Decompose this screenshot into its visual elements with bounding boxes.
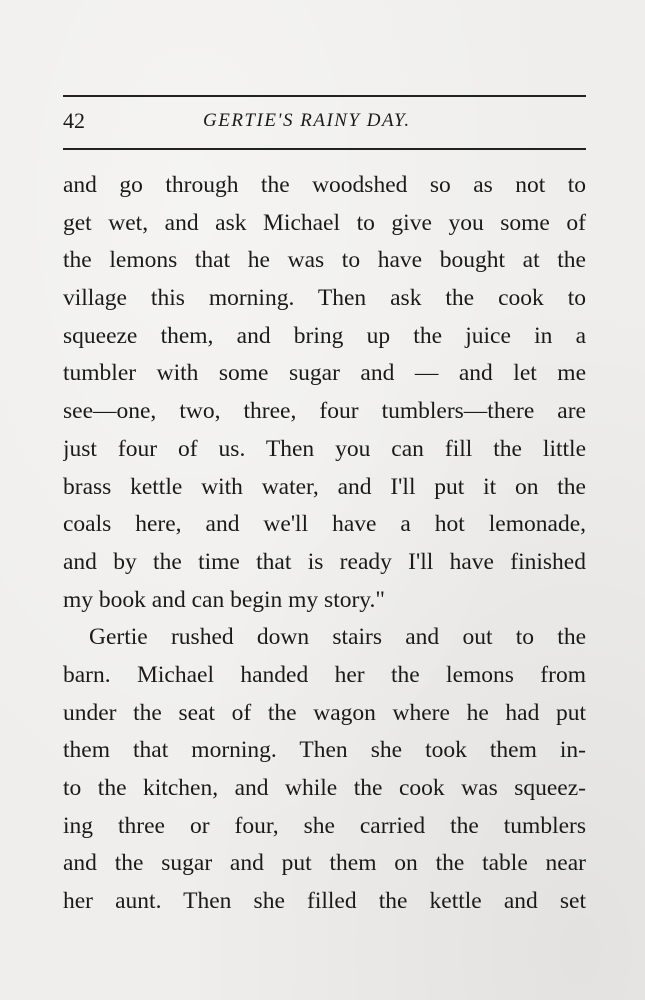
- text-line: just four of us. Then you can fill the little: [63, 435, 586, 462]
- text-line: under the seat of the wagon where he had put: [63, 699, 586, 726]
- text-line: the lemons that he was to have bought at the: [63, 247, 586, 274]
- text-line: and by the time that is ready I'll have finished: [63, 548, 586, 575]
- text-line: tumbler with some sugar and — and let me: [63, 360, 586, 387]
- text-line: to the kitchen, and while the cook was squeez-: [63, 775, 586, 801]
- text-line: my book and can begin my story.": [63, 586, 386, 613]
- text-line: see—one, two, three, four tumblers—there are: [63, 398, 586, 425]
- text-line: squeeze them, and bring up the juice in a: [63, 322, 586, 349]
- header-bottom-rule: [63, 148, 586, 150]
- running-title: GERTIE'S RAINY DAY.: [203, 110, 411, 131]
- header-top-rule: [63, 95, 586, 97]
- running-header: [63, 106, 586, 136]
- text-line: and go through the woodshed so as not to: [63, 172, 586, 198]
- text-line: them that morning. Then she took them in-: [63, 737, 586, 764]
- text-line: brass kettle with water, and I'll put it on the: [63, 473, 586, 500]
- text-line: village this morning. Then ask the cook to: [63, 285, 586, 312]
- text-line: her aunt. Then she filled the kettle and set: [63, 888, 586, 915]
- text-line: Gertie rushed down stairs and out to the: [89, 624, 586, 651]
- text-line: coals here, and we'll have a hot lemonade,: [63, 511, 586, 538]
- text-line: barn. Michael handed her the lemons from: [63, 661, 586, 688]
- body-text: [63, 167, 586, 921]
- text-line: get wet, and ask Michael to give you some of: [63, 209, 586, 236]
- text-line: and the sugar and put them on the table near: [63, 850, 586, 877]
- text-line: ing three or four, she carried the tumblers: [63, 812, 586, 839]
- page-number: 42: [63, 108, 85, 133]
